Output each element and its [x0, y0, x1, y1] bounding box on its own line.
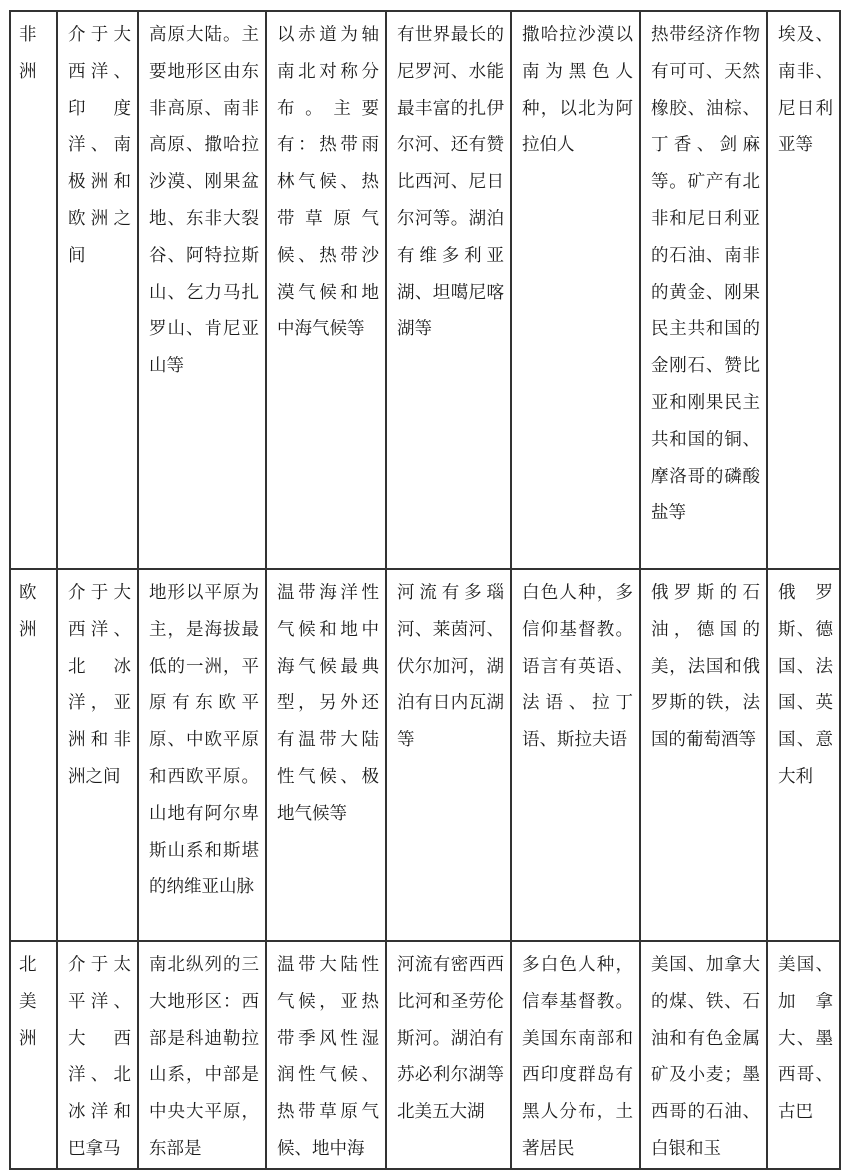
- continent-geography-table: [9, 10, 841, 1170]
- economy-cell: 热带经济作物有可可、天然橡胶、油棕、丁香、剑麻等。矿产有北非和尼日利亚的石油、南非的黄金、刚果民主共和国的金刚石、赞比亚和刚果民主共和国的铜、摩洛哥的磷酸盐等: [640, 11, 767, 569]
- population-cell: 多白色人种，信奉基督教。美国东南部和西印度群岛有黑人分布，土著居民: [511, 941, 640, 1169]
- location-cell: 介于大西洋、北冰洋，亚洲和非洲之间: [57, 569, 138, 941]
- main-countries-cell: 美国、加拿大、墨西哥、古巴: [767, 941, 840, 1169]
- economy-cell: 美国、加拿大的煤、铁、石油和有色金属矿及小麦；墨西哥的石油、白银和玉: [640, 941, 767, 1169]
- terrain-cell: 南北纵列的三大地形区：西部是科迪勒拉山系，中部是中央大平原，东部是: [138, 941, 266, 1169]
- terrain-cell: 高原大陆。主要地形区由东非高原、南非高原、撒哈拉沙漠、刚果盆地、东非大裂谷、阿特拉斯山、乞力马扎罗山、肯尼亚山等: [138, 11, 266, 569]
- climate-cell: 温带大陆性气候，亚热带季风性湿润性气候、热带草原气候、地中海: [266, 941, 386, 1169]
- main-countries-cell: 埃及、南非、尼日利亚等: [767, 11, 840, 569]
- climate-cell: 以赤道为轴南北对称分布。主要有：热带雨林气候、热带草原气候、热带沙漠气候和地中海气候等: [266, 11, 386, 569]
- economy-cell: 俄罗斯的石油，德国的美，法国和俄罗斯的铁，法国的葡萄酒等: [640, 569, 767, 941]
- climate-cell: 温带海洋性气候和地中海气候最典型，另外还有温带大陆性气候、极地气候等: [266, 569, 386, 941]
- table-row-europe: [10, 569, 840, 941]
- population-cell: 白色人种，多信仰基督教。语言有英语、法语、拉丁语、斯拉夫语: [511, 569, 640, 941]
- main-countries-cell: 俄罗斯、德国、法国、英国、意大利: [767, 569, 840, 941]
- location-cell: 介于太平洋、大西洋、北冰洋和巴拿马: [57, 941, 138, 1169]
- terrain-cell: 地形以平原为主，是海拔最低的一洲，平原有东欧平原、中欧平原和西欧平原。山地有阿尔卑斯山系和斯堪的纳维亚山脉: [138, 569, 266, 941]
- rivers-lakes-cell: 河流有密西西比河和圣劳伦斯河。湖泊有苏必利尔湖等北美五大湖: [386, 941, 511, 1169]
- rivers-lakes-cell: 河流有多瑙河、莱茵河、伏尔加河，湖泊有日内瓦湖等: [386, 569, 511, 941]
- population-cell: 撒哈拉沙漠以南为黑色人种，以北为阿拉伯人: [511, 11, 640, 569]
- continent-name-cell: 欧洲: [10, 569, 57, 941]
- table-row-north-america: [10, 941, 840, 1169]
- table-row-africa: [10, 11, 840, 569]
- rivers-lakes-cell: 有世界最长的尼罗河、水能最丰富的扎伊尔河、还有赞比西河、尼日尔河等。湖泊有维多利亚湖、坦噶尼喀湖等: [386, 11, 511, 569]
- location-cell: 介于大西洋、印度洋、南极洲和欧洲之间: [57, 11, 138, 569]
- continent-name-cell: 非洲: [10, 11, 57, 569]
- continent-name-cell: 北美洲: [10, 941, 57, 1169]
